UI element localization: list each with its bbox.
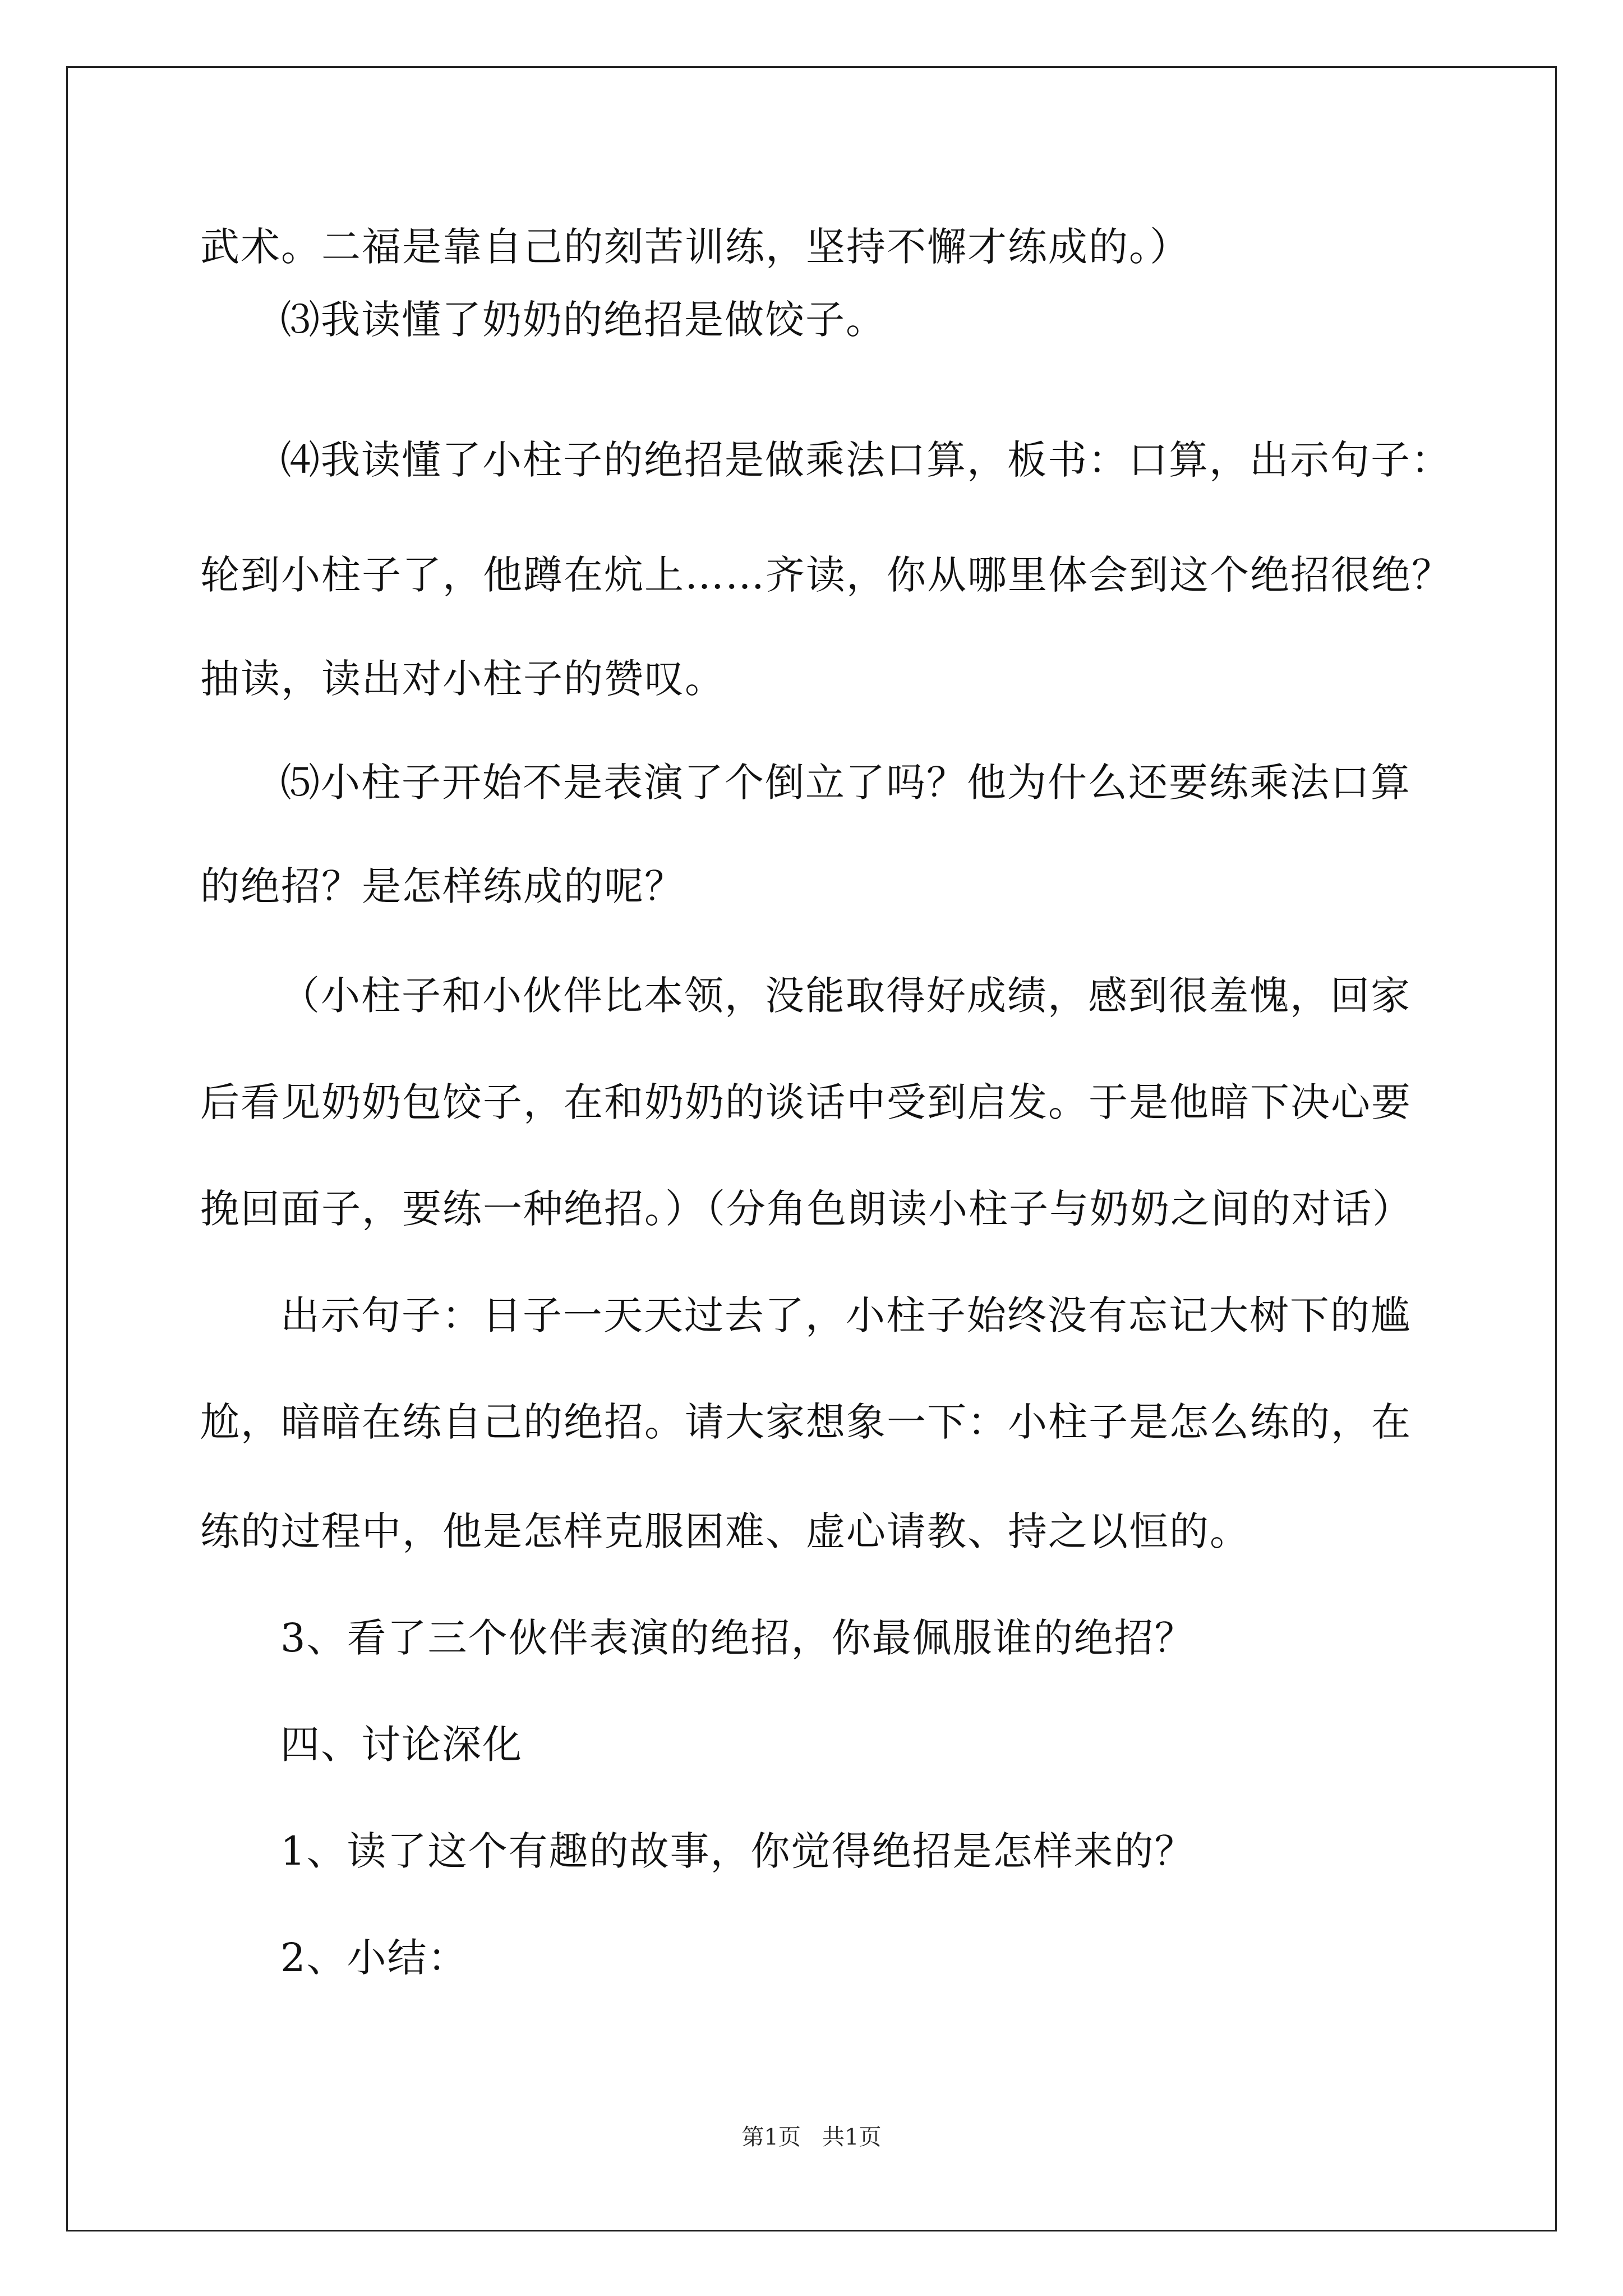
page-footer: 第1页 共1页 [741,2124,882,2150]
text-line-17: 2、小结： [280,1935,468,1981]
page-border [66,66,1557,2231]
text-line-16: 1、读了这个有趣的故事，你觉得绝招是怎样来的？ [280,1828,1195,1874]
text-line-3: ⑷我读懂了小柱子的绝招是做乘法口算，板书：口算，出示句子： [280,437,1451,483]
text-line-12: 尬，暗暗在练自己的绝招。请大家想象一下：小柱子是怎么练的，在 [200,1399,1412,1445]
text-line-10: 挽回面子，要练一种绝招。）（分角色朗读小柱子与奶奶之间的对话） [200,1186,1413,1232]
text-line-7: 的绝招？是怎样练成的呢？ [200,863,685,909]
text-line-4: 轮到小柱子了，他蹲在炕上……齐读，你从哪里体会到这个绝招很绝？ [200,552,1452,598]
text-line-1: 武术。二福是靠自己的刻苦训练，坚持不懈才练成的。） [200,224,1190,270]
text-line-13: 练的过程中，他是怎样克服困难、虚心请教、持之以恒的。 [200,1508,1250,1554]
text-line-14: 3、看了三个伙伴表演的绝招，你最佩服谁的绝招？ [280,1615,1195,1661]
text-line-6: ⑸小柱子开始不是表演了个倒立了吗？他为什么还要练乘法口算 [280,760,1411,806]
text-line-11: 出示句子：日子一天天过去了，小柱子始终没有忘记大树下的尴 [280,1292,1411,1338]
text-line-9: 后看见奶奶包饺子，在和奶奶的谈话中受到启发。于是他暗下决心要 [200,1079,1412,1125]
text-line-5: 抽读，读出对小柱子的赞叹。 [200,656,725,702]
text-line-2: ⑶我读懂了奶奶的绝招是做饺子。 [280,297,886,343]
text-line-8: （小柱子和小伙伴比本领，没能取得好成绩，感到很羞愧，回家 [280,973,1411,1019]
text-line-15: 四、讨论深化 [280,1722,523,1768]
